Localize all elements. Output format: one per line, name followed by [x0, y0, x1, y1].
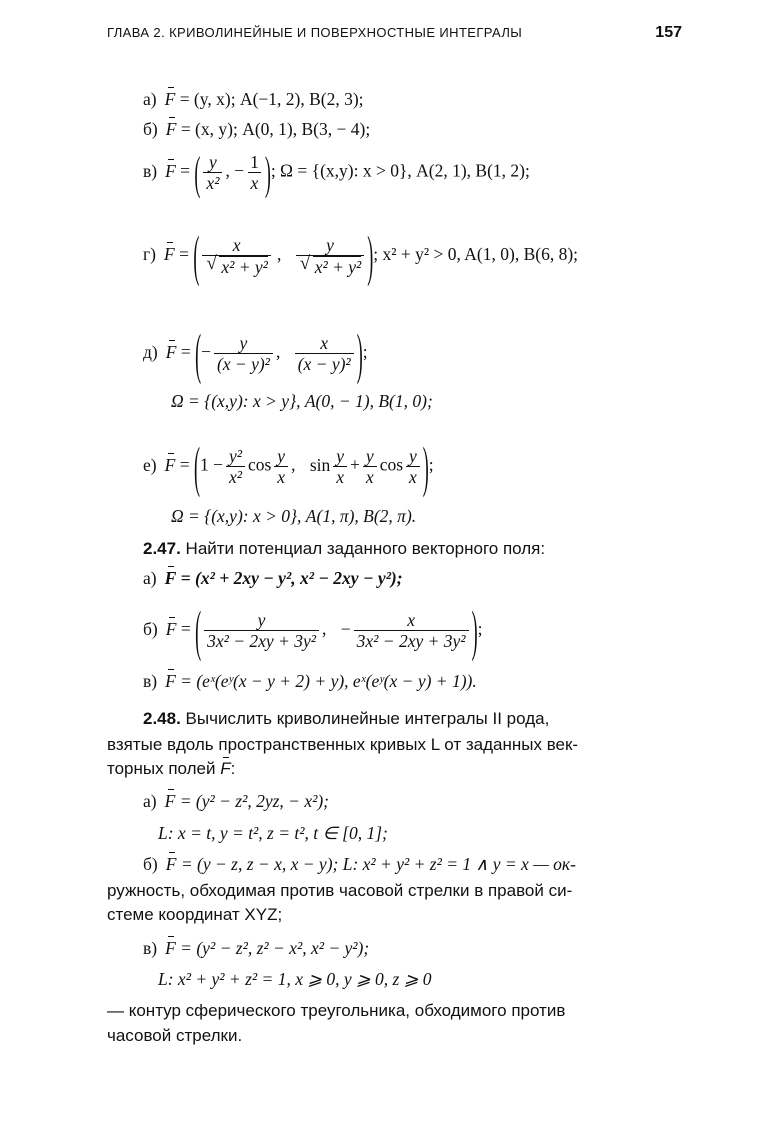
problem-2-47-b: б) F = ( $\frac{y}{\text{3x² − 2xy + 3y²}}$ , − $\frac{x}{\text{3x² − 2xy + 3y²}}$ ); [143, 599, 483, 662]
problem-2-48-a-field: а) F = (y² − z², 2yz, − x²); [143, 791, 330, 811]
problem-2-47-heading: 2.47. Найти потенциал заданного векторного поля: [143, 539, 546, 558]
fraction: $\frac{y}{\text{3x² − 2xy + 3y²}}$ [204, 610, 319, 651]
problem-e-domain: Ω = {(x,y): x > 0}, A(1, π), B(2, π). [171, 506, 417, 526]
problem-d-domain: Ω = {(x,y): x > y}, A(0, − 1), B(1, 0); [171, 391, 433, 411]
problem-e-line: е) F = (1 − $\frac{\text{y²}}{\text{x²}}$ cos $\frac{y}{x}$ , sin $\frac{y}{x}$ + $\frac{y}{x}$ cos $\frac{y}{x}$ ); [143, 435, 434, 498]
problem-2-48-b-text2: ружность, обходимая против часовой стрелки в правой си- [107, 881, 573, 900]
problem-2-48-b-field: б) F = (y − z, z − x, x − y); L: x² + y² + z² = 1 ∧ y = x — ок- [143, 854, 576, 874]
problem-2-47-v: в) F = (eˣ(eʸ(x − y + 2) + y), eˣ(eʸ(x − y) + 1)). [143, 671, 477, 691]
problem-2-48-b-text3: стеме координат XYZ; [107, 905, 283, 924]
fraction: $\frac{y}{x}$ [274, 446, 288, 487]
fraction: $\frac{y}{x}$ [406, 446, 420, 487]
problem-2-48-text3: торных полей F: [107, 759, 236, 778]
fraction: y √ x² + y² [296, 235, 365, 277]
fraction: $\frac{\text{y²}}{\text{x²}}$ [226, 446, 245, 487]
problem-2-48-v-curve: L: x² + y² + z² = 1, x ⩾ 0, y ⩾ 0, z ⩾ 0 [158, 969, 432, 989]
problem-2-48-text2: взятые вдоль пространственных кривых L от заданных век- [107, 735, 579, 754]
problem-v-line: в) F = ( $\frac{y}{\text{x²}}$ , − $\frac{1}{x}$ ); Ω = {(x,y): x > 0}, A(2, 1), B(1, 2); [143, 146, 530, 199]
problem-b-line: б) F = (x, y); A(0, 1), B(3, − 4); [143, 119, 371, 139]
problem-g-line: г) F = ( x √ x² + y² , y √ x² + y² ); x² + y² > 0, A(1, 0), B(6, 8); [143, 235, 578, 277]
running-head: ГЛАВА 2. КРИВОЛИНЕЙНЫЕ И ПОВЕРХНОСТНЫЕ ИНТЕГРАЛЫ [107, 25, 523, 40]
problem-a-line: а) F = (y, x); A(−1, 2), B(2, 3); [143, 89, 364, 109]
fraction: $\frac{y}{\text{(x − y)²}}$ [214, 333, 273, 374]
fraction: $\frac{y}{\text{x²}}$ [203, 152, 222, 193]
problem-d-line: д) F = (− $\frac{y}{\text{(x − y)²}}$ , $\frac{x}{\text{(x − y)²}}$ ); [143, 322, 368, 385]
fraction: x √ x² + y² [202, 235, 271, 277]
fraction: $\frac{x}{\text{3x² − 2xy + 3y²}}$ [354, 610, 469, 651]
problem-2-48-closing1: — контур сферического треугольника, обходимого против [107, 1001, 566, 1020]
page-number: 157 [655, 24, 682, 41]
fraction: $\frac{y}{x}$ [363, 446, 377, 487]
problem-2-48-closing2: часовой стрелки. [107, 1026, 243, 1045]
fraction: $\frac{1}{x}$ [247, 152, 262, 193]
problem-2-48-v-field: в) F = (y² − z², z² − x², x² − y²); [143, 938, 370, 958]
problem-2-47-a: а) F = (x² + 2xy − y², x² − 2xy − y²); [143, 568, 403, 588]
fraction: $\frac{x}{\text{(x − y)²}}$ [295, 333, 354, 374]
problem-2-48-a-curve: L: x = t, y = t², z = t², t ∈ [0, 1]; [158, 823, 388, 843]
fraction: $\frac{y}{x}$ [333, 446, 347, 487]
problem-2-48-heading: 2.48. Вычислить криволинейные интегралы II рода, [143, 709, 550, 728]
page-header [107, 24, 682, 48]
